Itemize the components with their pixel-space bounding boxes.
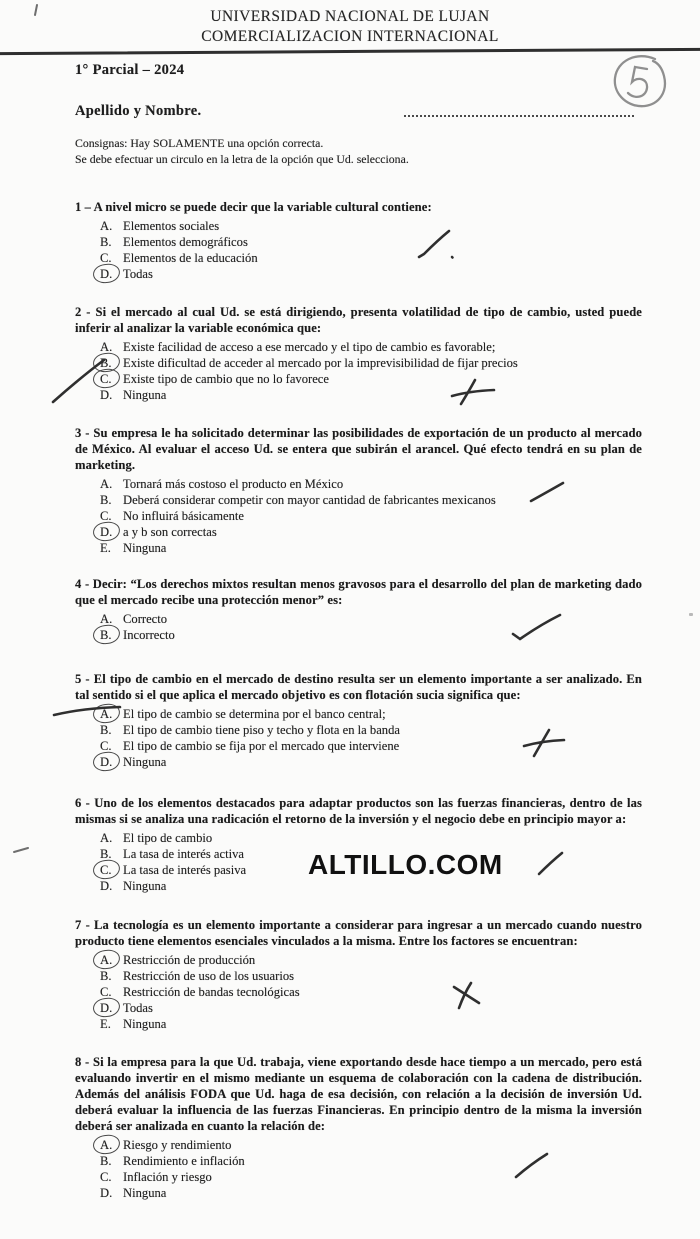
option-row[interactable] — [100, 476, 642, 492]
option-text: El tipo de cambio — [123, 831, 213, 845]
option-row[interactable] — [100, 371, 642, 387]
instructions — [75, 136, 409, 167]
question-3-text: 3 - Su empresa le ha solicitado determinar las posibilidades de exportación de un producto al mercado de México. Al evaluar el acceso Ud. se entera que subirán el arancel. Qué efecto tendrá en su plan de marketing. — [75, 426, 642, 472]
option-row[interactable] — [100, 1016, 642, 1032]
option-text: Riesgo y rendimiento — [123, 1138, 232, 1152]
option-letter[interactable]: A. — [100, 952, 123, 968]
option-letter[interactable]: A. — [100, 340, 113, 354]
option-letter[interactable]: C. — [100, 509, 112, 523]
option-text: Existe facilidad de acceso a ese mercado y el tipo de cambio es favorable; — [123, 340, 496, 354]
option-text: Restricción de producción — [123, 953, 256, 967]
name-fill-in-dotted-line[interactable] — [404, 102, 634, 117]
option-row[interactable] — [100, 266, 642, 282]
option-text: Ninguna — [123, 879, 167, 893]
name-field-label: Apellido y Nombre. — [75, 103, 202, 119]
option-row[interactable] — [100, 339, 642, 355]
option-letter[interactable]: A. — [100, 1137, 123, 1153]
option-text: Incorrecto — [123, 628, 175, 642]
option-text: a y b son correctas — [123, 525, 217, 539]
option-letter[interactable]: E. — [100, 1017, 111, 1031]
question-1 — [75, 199, 642, 282]
option-letter[interactable]: A. — [100, 612, 113, 626]
question-5 — [75, 671, 642, 770]
option-letter[interactable]: D. — [100, 1186, 113, 1200]
exam-title: 1° Parcial – 2024 — [75, 62, 185, 78]
option-letter[interactable]: C. — [100, 1170, 112, 1184]
option-letter[interactable]: C. — [100, 251, 112, 265]
option-text: La tasa de interés activa — [123, 847, 244, 861]
question-3 — [75, 425, 642, 556]
option-row[interactable] — [100, 952, 642, 968]
option-text: Todas — [123, 1001, 153, 1015]
option-row[interactable] — [100, 250, 642, 266]
option-text: Inflación y riesgo — [123, 1170, 212, 1184]
option-letter[interactable]: B. — [100, 847, 112, 861]
option-row[interactable] — [100, 524, 642, 540]
option-row[interactable] — [100, 706, 642, 722]
option-letter[interactable]: B. — [100, 969, 112, 983]
university-name: UNIVERSIDAD NACIONAL DE LUJAN — [210, 8, 490, 25]
option-letter[interactable]: B. — [100, 1154, 112, 1168]
question-1-options — [75, 218, 642, 282]
option-text: Correcto — [123, 612, 168, 626]
option-letter[interactable]: B. — [100, 355, 123, 371]
option-text: No influirá básicamente — [123, 509, 244, 523]
option-row[interactable] — [100, 492, 642, 508]
course-name: COMERCIALIZACION INTERNACIONAL — [201, 28, 499, 45]
option-letter[interactable]: D. — [100, 1000, 123, 1016]
option-row[interactable] — [100, 1169, 642, 1185]
question-6-text: 6 - Uno de los elementos destacados para adaptar productos son las fuerzas financieras, dentro de las mismas si se analiza una radicación el retorno de la inversión y el negocio debe en principio mayor a: — [75, 796, 642, 826]
option-row[interactable] — [100, 508, 642, 524]
question-1-text: 1 – A nivel micro se puede decir que la variable cultural contiene: — [75, 200, 432, 214]
option-letter[interactable]: B. — [100, 493, 112, 507]
option-letter[interactable]: B. — [100, 627, 123, 643]
option-text: La tasa de interés pasiva — [123, 863, 247, 877]
option-letter[interactable]: D. — [100, 266, 123, 282]
option-row[interactable] — [100, 1185, 642, 1201]
option-letter[interactable]: D. — [100, 524, 123, 540]
question-2-options — [75, 339, 642, 403]
option-text: Ninguna — [123, 541, 167, 555]
option-row[interactable] — [100, 830, 642, 846]
option-text: Elementos de la educación — [123, 251, 258, 265]
option-letter[interactable]: B. — [100, 723, 112, 737]
option-letter[interactable]: D. — [100, 388, 113, 402]
option-text: Ninguna — [123, 388, 167, 402]
option-text: Existe tipo de cambio que no lo favorece — [123, 372, 329, 386]
question-7-text: 7 - La tecnología es un elemento importante a considerar para ingresar a un mercado cuando nuestro producto tiene elementos esenciales vinculados a la misma. Entre los factores se encuentran: — [75, 918, 642, 948]
question-8-text: 8 - Si la empresa para la que Ud. trabaja, viene exportando desde hace tiempo a un mercado, pero está evaluando invertir en el mismo mediante un esquema de colaboración con la cadena de distribución. Además del análisis FODA que Ud. haga de esa decisión, con relación a la decisión de inversión Ud. deberá evaluar la influencia de las fuerzas Financieras. En principio dentro de la misma la inversión deberá ser analizada en cuanto la relación de: — [75, 1055, 642, 1133]
altillo-watermark: ALTILLO.COM — [308, 849, 503, 880]
option-text: Elementos sociales — [123, 219, 220, 233]
question-7-options — [75, 952, 642, 1032]
option-text: Elementos demográficos — [123, 235, 248, 249]
dash-mark-left-margin — [12, 844, 32, 856]
option-row[interactable] — [100, 968, 642, 984]
question-4 — [75, 576, 642, 643]
instructions-line-2: Se debe efectuar un circulo en la letra de la opción que Ud. selecciona. — [75, 151, 409, 166]
option-row[interactable] — [100, 355, 642, 371]
option-text: El tipo de cambio tiene piso y techo y flota en la banda — [123, 723, 400, 737]
option-row[interactable] — [100, 627, 642, 643]
option-row[interactable] — [100, 1153, 642, 1169]
option-letter[interactable]: A. — [100, 477, 113, 491]
option-row[interactable] — [100, 218, 642, 234]
question-8 — [75, 1054, 642, 1201]
university-header — [0, 7, 700, 47]
option-text: El tipo de cambio se determina por el banco central; — [123, 707, 386, 721]
option-row[interactable] — [100, 234, 642, 250]
question-2 — [75, 304, 642, 403]
option-letter[interactable]: D. — [100, 754, 123, 770]
question-7 — [75, 917, 642, 1032]
option-letter[interactable]: A. — [100, 219, 113, 233]
option-letter[interactable]: E. — [100, 541, 111, 555]
option-text: Existe dificultad de acceder al mercado por la imprevisibilidad de fijar precios — [123, 356, 518, 370]
question-4-text: 4 - Decir: “Los derechos mixtos resultan menos gravosos para el desarrollo del plan de marketing dado que el mercado recibe una protección menor” es: — [75, 577, 642, 607]
option-text: Ninguna — [123, 755, 167, 769]
question-3-options — [75, 476, 642, 556]
option-text: Ninguna — [123, 1017, 167, 1031]
option-letter[interactable]: C. — [100, 862, 123, 878]
option-row[interactable] — [100, 387, 642, 403]
option-row[interactable] — [100, 722, 642, 738]
option-row[interactable] — [100, 1137, 642, 1153]
option-letter[interactable]: B. — [100, 235, 112, 249]
option-text: Deberá considerar competir con mayor cantidad de fabricantes mexicanos — [123, 493, 496, 507]
option-row[interactable] — [100, 984, 642, 1000]
question-5-options — [75, 706, 642, 770]
option-text: Restricción de bandas tecnológicas — [123, 985, 300, 999]
scan-speck-right — [689, 613, 693, 616]
option-letter[interactable]: C. — [100, 985, 112, 999]
option-text: El tipo de cambio se fija por el mercado que interviene — [123, 739, 400, 753]
option-letter[interactable]: C. — [100, 371, 123, 387]
option-row[interactable] — [100, 540, 642, 556]
option-text: Ninguna — [123, 1186, 167, 1200]
question-8-options — [75, 1137, 642, 1201]
option-row[interactable] — [100, 754, 642, 770]
option-letter[interactable]: A. — [100, 706, 123, 722]
option-letter[interactable]: A. — [100, 831, 113, 845]
option-row[interactable] — [100, 738, 642, 754]
question-5-text: 5 - El tipo de cambio en el mercado de destino resulta ser un elemento importante a ser analizado. En tal sentido si el que aplica el mercado objetivo es con flotación sucia significa que: — [75, 672, 642, 702]
option-text: Restricción de uso de los usuarios — [123, 969, 295, 983]
instructions-line-1: Consignas: Hay SOLAMENTE una opción correcta. — [75, 136, 324, 150]
option-text: Tornará más costoso el producto en México — [123, 477, 344, 491]
option-row[interactable] — [100, 611, 642, 627]
question-4-options — [75, 611, 642, 643]
option-row[interactable] — [100, 1000, 642, 1016]
question-2-text: 2 - Si el mercado al cual Ud. se está dirigiendo, presenta volatilidad de tipo de cambio, usted puede inferir al analizar la variable económica que: — [75, 305, 642, 335]
option-letter[interactable]: C. — [100, 739, 112, 753]
option-text: Rendimiento e inflación — [123, 1154, 245, 1168]
option-letter[interactable]: D. — [100, 879, 113, 893]
option-text: Todas — [123, 267, 153, 281]
header-divider-line — [0, 48, 700, 55]
